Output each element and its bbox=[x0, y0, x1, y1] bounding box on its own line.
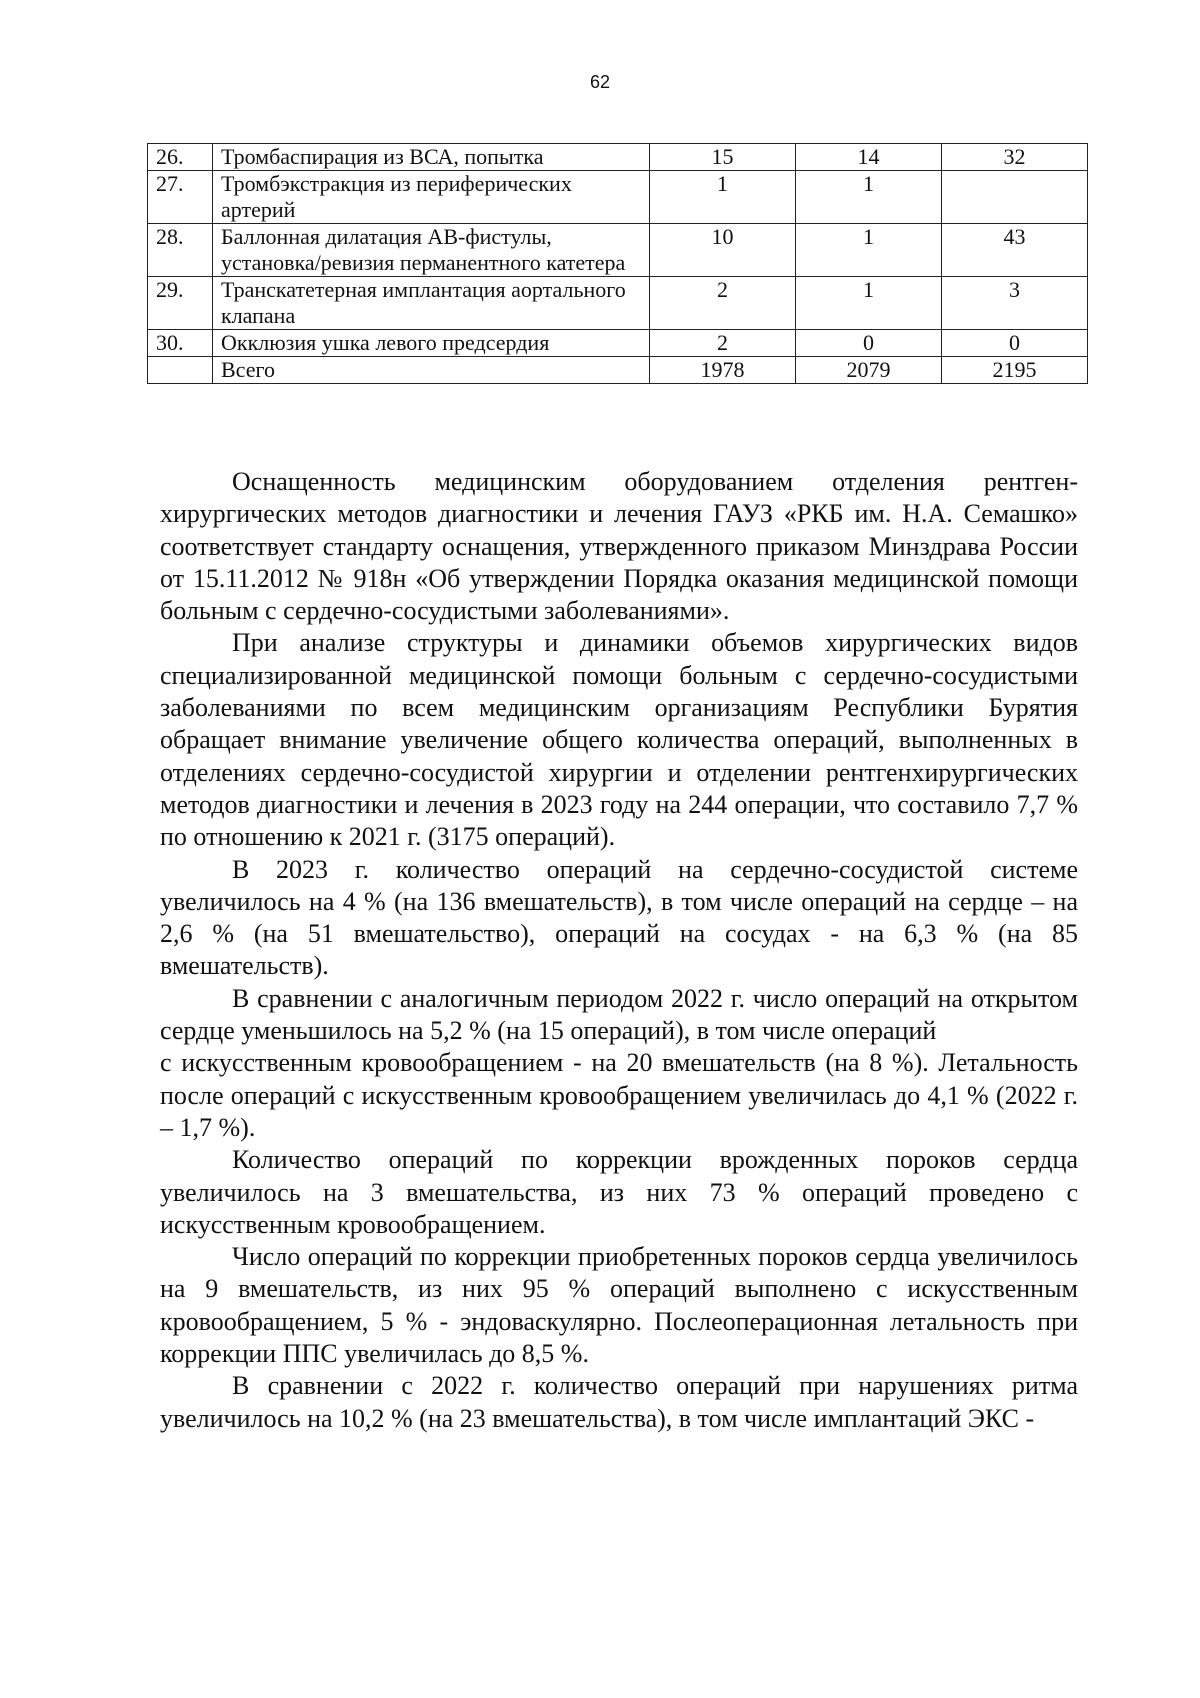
table-row bbox=[148, 277, 1088, 330]
operation-name: Всего bbox=[213, 357, 650, 384]
value-cell: 2195 bbox=[942, 357, 1088, 384]
row-number: 29. bbox=[148, 277, 213, 330]
row-number: 28. bbox=[148, 224, 213, 277]
paragraph: В сравнении с аналогичным периодом 2022 г. число операций на открытом сердце уменьшилось на 5,2 % (на 15 операций), в том числе операций bbox=[160, 983, 1078, 1046]
body-text bbox=[160, 466, 1078, 1435]
paragraph-continued: с искусственным кровообращением - на 20 вмешательств (на 8 %). Летальность после операций с искусственным кровообращением увеличилась до 4,1 % (2022 г. – 1,7 %). bbox=[160, 1048, 1078, 1142]
value-cell: 10 bbox=[650, 224, 796, 277]
row-number: 27. bbox=[148, 171, 213, 224]
operations-table bbox=[147, 143, 1088, 384]
operation-name: Тромбэкстракция из периферических артерий bbox=[213, 171, 650, 224]
value-cell: 2 bbox=[650, 277, 796, 330]
paragraph: Число операций по коррекции приобретенных пороков сердца увеличилось на 9 вмешательств, из них 95 % операций выполнено с искусственным кровообращением, 5 % - эндоваскулярно. Послеоперационная летальность при коррекции ППС увеличилась до 8,5 %. bbox=[160, 1242, 1078, 1369]
paragraph: Количество операций по коррекции врожденных пороков сердца увеличилось на 3 вмешательства, из них 73 % операций проведено с искусственным кровообращением. bbox=[160, 1145, 1078, 1239]
row-number: 26. bbox=[148, 144, 213, 171]
row-number: 30. bbox=[148, 330, 213, 357]
table-row bbox=[148, 330, 1088, 357]
value-cell: 32 bbox=[942, 144, 1088, 171]
value-cell: 1 bbox=[796, 277, 942, 330]
value-cell: 1 bbox=[796, 224, 942, 277]
value-cell: 43 bbox=[942, 224, 1088, 277]
value-cell: 0 bbox=[796, 330, 942, 357]
row-number bbox=[148, 357, 213, 384]
operation-name: Тромбаспирация из ВСА, попытка bbox=[213, 144, 650, 171]
paragraph: При анализе структуры и динамики объемов хирургических видов специализированной медицинской помощи больным с сердечно-сосудистыми заболеваниями по всем медицинским организациям Республики Бурятия обращает внимание увеличение общего количества операций, выполненных в отделениях сердечно-сосудистой хирургии и отделении рентгенхирургических методов диагностики и лечения в 2023 году на 244 операции, что составило 7,7 % по отношению к 2021 г. (3175 операций). bbox=[160, 628, 1078, 852]
operation-name: Окклюзия ушка левого предсердия bbox=[213, 330, 650, 357]
operation-name: Баллонная дилатация АВ-фистулы, установка/ревизия перманентного катетера bbox=[213, 224, 650, 277]
page-number: 62 bbox=[589, 72, 611, 92]
table-row bbox=[148, 171, 1088, 224]
value-cell: 15 bbox=[650, 144, 796, 171]
value-cell: 3 bbox=[942, 277, 1088, 330]
paragraph: В 2023 г. количество операций на сердечно-сосудистой системе увеличилось на 4 % (на 136 вмешательств), в том числе операций на сердце – на 2,6 % (на 51 вмешательство), операций на сосудах - на 6,3 % (на 85 вмешательств). bbox=[160, 854, 1078, 981]
operation-name: Транскатетерная имплантация аортального клапана bbox=[213, 277, 650, 330]
value-cell: 0 bbox=[942, 330, 1088, 357]
value-cell: 14 bbox=[796, 144, 942, 171]
table-row bbox=[148, 224, 1088, 277]
paragraph: Оснащенность медицинским оборудованием отделения рентген-хирургических методов диагностики и лечения ГАУЗ «РКБ им. Н.А. Семашко» соответствует стандарту оснащения, утвержденного приказом Минздрава России от 15.11.2012 № 918н «Об утверждении Порядка оказания медицинской помощи больным с сердечно-сосудистыми заболеваниями». bbox=[160, 467, 1078, 626]
value-cell: 2079 bbox=[796, 357, 942, 384]
value-cell: 1978 bbox=[650, 357, 796, 384]
value-cell: 1 bbox=[796, 171, 942, 224]
paragraph: В сравнении с 2022 г. количество операций при нарушениях ритма увеличилось на 10,2 % (на 23 вмешательства), в том числе имплантаций ЭКС - bbox=[160, 1371, 1078, 1433]
value-cell: 1 bbox=[650, 171, 796, 224]
value-cell: 2 bbox=[650, 330, 796, 357]
table-row-total bbox=[148, 357, 1088, 384]
value-cell bbox=[942, 171, 1088, 224]
table-row bbox=[148, 144, 1088, 171]
